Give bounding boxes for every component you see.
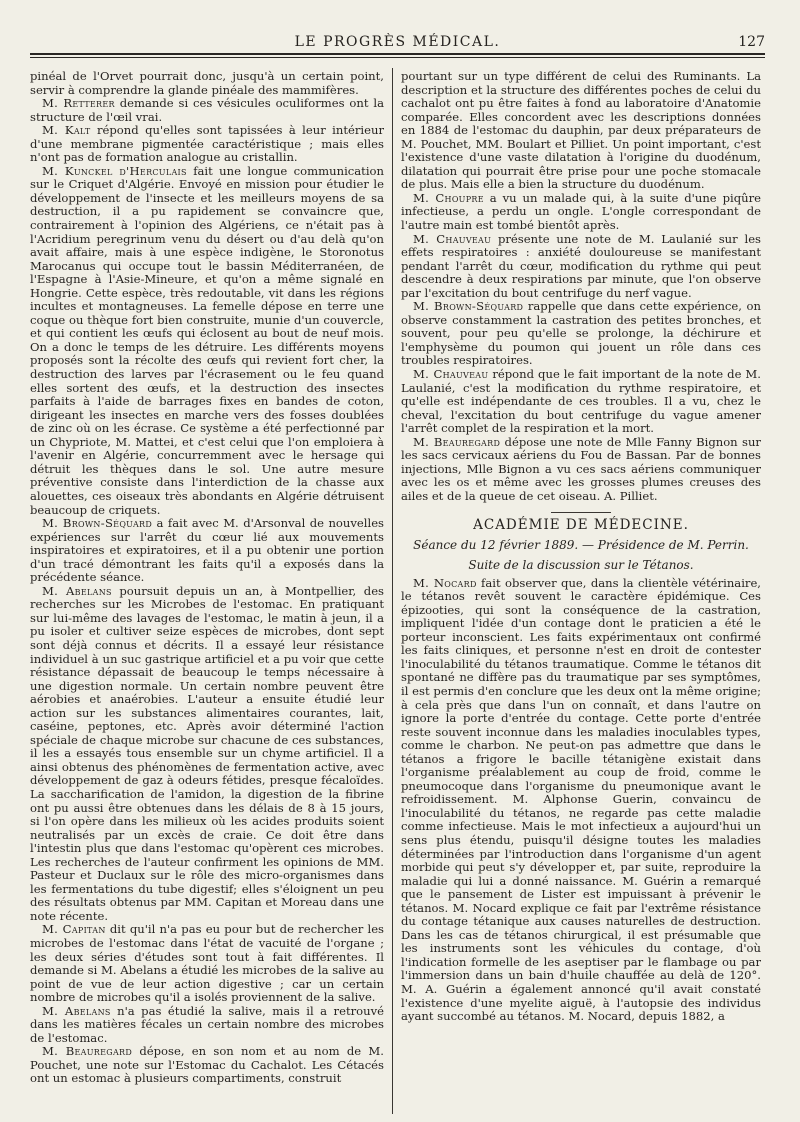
paragraph-continued — [30, 70, 384, 97]
paragraph-text: a fait avec M. d'Arsonval de nouvelles expériences sur l'arrêt du cœur lié aux mouvements inspiratoires et expiratoires, et il a pu obtenir une portion d'un tracé démontrant les faits qu'il a exposés dans la précédente séance. — [30, 516, 384, 585]
speaker-name: M. Brown-Séquard — [413, 299, 524, 314]
header-rule-thin — [30, 57, 765, 58]
paragraph — [401, 368, 761, 436]
speaker-name: M. Choupre — [413, 190, 484, 205]
speaker-name: M. Kalt — [42, 123, 91, 138]
speaker-name: M. Chauveau — [413, 367, 489, 382]
paragraph — [401, 233, 761, 301]
column-divider — [392, 68, 393, 1114]
header-rule-thick — [30, 53, 765, 55]
speaker-name: M. Beauregard — [42, 1044, 133, 1059]
speaker-name: M. Abelans — [42, 583, 112, 598]
discussion-subtitle: Suite de la discussion sur le Tétanos. — [468, 558, 694, 573]
speaker-name: M. Retterer — [42, 96, 115, 111]
paragraph — [30, 923, 384, 1004]
speaker-name: M. Kunckel d'Herculais — [42, 163, 187, 178]
speaker-name: M. Capitan — [42, 922, 106, 937]
paragraph-text: dit qu'il n'a pas eu pour but de rechercher les microbes de l'estomac dans l'état de vacuité de l'organe ; les deux séries d'études sont tout à fait différentes. Il demande si M. Abelans a étudié les microbes de la salive au point de vue de leur action digestive ; car un certain nombre de microbes qu'il a isolés proviennent de la salive. — [30, 922, 384, 1005]
left-column — [30, 70, 384, 1114]
paragraph — [30, 1005, 384, 1046]
paragraph-text: pourtant sur un type différent de celui des Ruminants. La description et la structure des différentes poches de celui du cachalot ont pu être faites à fond au laboratoire d'Anatomie comparée. Elles concordent avec les descriptions données en 1884 de l'estomac du dauphin, par deux préparateurs de M. Pouchet, MM. Boulart et Pilliet. Un point important, c'est l'existence d'une vaste dilatation à l'origine du duodénum, dilatation qui pourrait être prise pour une poche stomacale de plus. Mais elle a bien la structure du duodénum. — [401, 70, 761, 192]
paragraph — [401, 436, 761, 504]
speaker-name: M. Beauregard — [413, 434, 501, 449]
right-column — [401, 70, 761, 1114]
paragraph-text: fait une longue communication sur le Criquet d'Algérie. Envoyé en mission pour étudier le développement de l'insecte et les meilleurs moyens de sa destruction, il a pu rapidement se convaincre que, contrairement à l'opinion des Algériens, ce n'était pas à l'Acridium peregrinum venu du désert ou d'au delà qu'on avait affaire, mais à une espèce indigène, le Storonotus Marocanus qui occupe tout le bassin Méditerranéen, de l'Espagne à l'Asie-Mineure, et qu'on a même signalé en Hongrie. Cette espèce, très redoutable, vit dans les régions incultes et montagneuses. La femelle dépose en terre une coque ou thèque fort bien construite, munie d'un couvercle, et qui contient les œufs qui éclosent au bout de neuf mois. On a donc le temps de les détruire. Les différents moyens proposés sont la récolte des œufs qui revient fort cher, la destruction des larves par l'écrasement ou le feu quand elles sortent des œufs, et la destruction des insectes parfaits à l'aide de barrages fixes en bandes de coton, dirigeant les insectes en marche vers des fosses doublées de zinc où on les écrase. Ce système a été perfectionné par un Chypriote, M. Mattei, et c'est celui que l'on emploiera à l'avenir en Algérie, concurremment avec le hersage qui détruit les thèques dans le sol. Une autre mesure préventive consiste dans l'interdiction de la chasse aux alouettes, ces oiseaux très abondants en Algérie détruisent beaucoup de criquets. — [30, 163, 384, 517]
section-title: ACADÉMIE DE MÉDECINE. — [473, 516, 689, 533]
paragraph — [30, 97, 384, 124]
section-rule — [551, 512, 611, 513]
paragraph-text: dépose, en son nom et au nom de M. Pouchet, une note sur l'Estomac du Cachalot. Les Cétacés ont un estomac à plusieurs compartiments, construit — [30, 1044, 384, 1086]
page-header — [30, 32, 765, 62]
paragraph-text: rappelle que dans cette expérience, on observe constamment la castration des petites bronches, et souvent, pour peu qu'elle se prolonge, la déchirure et l'emphysème du poumon qui jouent un rôle dans ces troubles respiratoires. — [401, 299, 761, 368]
paragraph-text: n'a pas étudié la salive, mais il a retrouvé dans les matières fécales un certain nombre des microbes de l'estomac. — [30, 1003, 384, 1045]
paragraph-text: présente une note de M. Laulanié sur les effets respiratoires : anxiété douloureuse se manifestant pendant l'arrêt du cœur, modification du rythme qui peut descendre à deux respirations par minute, que l'on observe par l'excitation du bout centrifuge du nerf vague. — [401, 231, 761, 300]
paragraph-text: fait observer que, dans la clientèle vétérinaire, le tétanos revêt souvent le caractère épidémique. Ces épizooties, qui sont la conséquence de la castration, impliquent l'idée d'un contage dont le praticien a été le porteur inconscient. Les faits expérimentaux ont confirmé les faits cliniques, et personne n'est en droit de contester l'inoculabilité du tétanos traumatique. Comme le tétanos dit spontané ne diffère pas du traumatique par ses symptômes, il est permis d'en conclure que les deux ont la même origine; à cela près que dans l'un on connaît, et dans l'autre on ignore la porte d'entrée du contage. Cette porte d'entrée reste souvent inconnue dans les maladies inoculables types, comme le charbon. Ne peut-on pas admettre que dans le tétanos a frigore le bacille tétanigène existait dans l'organisme préalablement au coup de froid, comme le pneumocoque dans l'organisme du pneumonique avant le refroidissement. M. Alphonse Guerin, convaincu de l'inoculabilité du tétanos, ne regarde pas cette maladie comme infectieuse. Mais le mot infectieux a aujourd'hui un sens plus étendu, puisqu'il désigne toutes les maladies déterminées par l'introduction dans l'organisme d'un agent morbide qui peut s'y développer et, par suite, reproduire la maladie qui lui a donné naissance. M. Guérin a remarqué que le pansement de Lister est impuissant à prévenir le tétanos. M. Nocard explique ce fait par l'extrême résistance du contage tétanique aux causes naturelles de destruction. Dans les cas de tétanos chirurgical, il est présumable que les instruments sont les véhicules du contage, d'où l'indication formelle de les aseptiser par le flambage ou par l'immersion dans un bain d'huile chauffée au delà de 120°. M. A. Guérin a également annoncé qu'il avait constaté l'existence d'une myelite aiguë, à l'autopsie des individus ayant succombé au tétanos. M. Nocard, depuis 1882, a — [401, 575, 761, 1024]
paragraph — [30, 165, 384, 517]
session-line: Séance du 12 février 1889. — Présidence de M. Perrin. — [413, 538, 749, 553]
page-number: 127 — [738, 34, 765, 50]
paragraph — [401, 577, 761, 1024]
paragraph-text: a vu un malade qui, à la suite d'une piqûre infectieuse, a perdu un ongle. L'ongle correspondant de l'autre main est tombé bientôt après. — [401, 190, 761, 233]
journal-title: LE PROGRÈS MÉDICAL. — [294, 34, 501, 50]
paragraph-text: dépose une note de Mlle Fanny Bignon sur les sacs cervicaux aériens du Fou de Bassan. Par de bonnes injections, Mlle Bignon a vu ces sacs aériens communiquer avec les os et même avec les grosses plumes creuses des ailes et de la queue de cet oiseau. A. Pilliet. — [401, 434, 761, 503]
speaker-name: M. Nocard — [413, 575, 477, 590]
speaker-name: M. Brown-Séquard — [42, 516, 153, 531]
speaker-name: M. Chauveau — [413, 231, 492, 246]
paragraph — [30, 124, 384, 165]
paragraph — [401, 300, 761, 368]
paragraph — [30, 517, 384, 585]
paragraph-continued — [401, 70, 761, 192]
paragraph-text: demande si ces vésicules oculiformes ont la structure de l'œil vrai. — [30, 96, 384, 124]
paragraph-text: répond qu'elles sont tapissées à leur intérieur d'une membrane pigmentée caractéristique ; mais elles n'ont pas de formation analogue au cristallin. — [30, 123, 384, 165]
paragraph — [30, 585, 384, 924]
paragraph — [401, 192, 761, 233]
paragraph — [30, 1045, 384, 1086]
paragraph-text: répond que le fait important de la note de M. Laulanié, c'est la modification du rythme respiratoire, et qu'elle est indépendante de ces troubles. Il a vu, chez le cheval, l'excitation du bout centrifuge du vague amener l'arrêt complet de la respiration et la mort. — [401, 367, 761, 436]
paragraph-text: poursuit depuis un an, à Montpellier, des recherches sur les Microbes de l'estomac. En pratiquant sur lui-même des lavages de l'estomac, le matin à jeun, il a pu isoler et cultiver seize espèces de microbes, dont sept sont déjà connus et décrits. Il a essayé leur résistance individuel à un suc gastrique artificiel et a pu voir que cette résistance dépassait de beaucoup le temps nécessaire à une digestion normale. Un certain nombre peuvent être aérobies et anaérobies. L'auteur a ensuite étudié leur action sur les substances alimentaires courantes, lait, caséine, peptones, etc. Après avoir déterminé l'action spéciale de chaque microbe sur chacune de ces substances, il les a essayés tous ensemble sur un chyme artificiel. Il a ainsi obtenus des phénomènes de fermentation active, avec développement de gaz à odeurs fétides, presque fécaloïdes. La saccharification de l'amidon, la digestion de la fibrine ont pu aussi être obtenues dans les délais de 8 à 15 jours, si l'on opère dans les milieux où les acides produits soient neutralisés par un excès de craie. Ce doit être dans l'intestin plus que dans l'estomac qu'opèrent ces microbes. Les recherches de l'auteur confirment les opinions de MM. Pasteur et Duclaux sur le rôle des micro-organismes dans les fermentations du tube digestif; elles s'éloignent un peu des résultats obtenus par MM. Capitan et Moreau dans une note récente. — [30, 583, 384, 923]
speaker-name: M. Abelans — [42, 1003, 111, 1018]
paragraph-text: pinéal de l'Orvet pourrait donc, jusqu'à un certain point, servir à comprendre la glande pinéale des mammifères. — [30, 70, 384, 97]
